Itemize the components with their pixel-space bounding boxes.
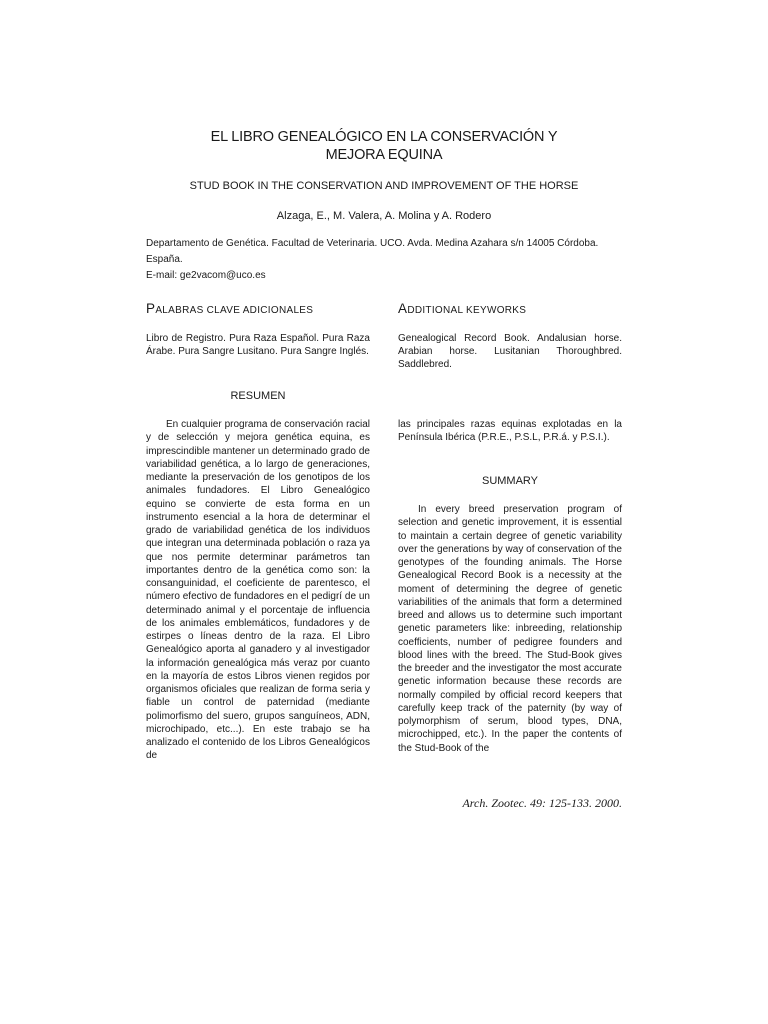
affiliation-line-1: Departamento de Genética. Facultad de Veterinaria. UCO. Avda. Medina Azahara s/n 14005 Córdoba. [146,238,599,249]
keywords-en-heading [398,302,622,318]
keywords-en-text: Genealogical Record Book. Andalusian horse. Arabian horse. Lusitanian Thoroughbred. Saddlebred. [398,333,622,370]
keywords-es-heading [146,302,370,318]
summary-paragraph: In every breed preservation program of selection and genetic improvement, it is essential to maintain a certain degree of genetic variability over the generations by way of conservation of the genotypes of the founding animals. The Horse Genealogical Record Book is a necessity at the moment of determining the degree of genetic variabilities of the animals that form a determined breed and allows us to determine such important genetic parameters like: inbreeding, relationship coefficients, number of pedigree founders and blood lines with the breed. The Stud-Book gives the breeder and the investigator the most accurate genetic information because these records are normally compiled by official record keepers that carefully keep track of the paternity (by way of polymorphism of serum, blood types, DNA, microchipped, etc.). In the paper the contents of the Stud-Book of the [398,504,622,754]
resumen-paragraph: En cualquier programa de conservación racial y de selección y mejora genética equina, es imprescindible mantener un determinado grado de variabilidad genética, a lo largo de generaciones, mediante la preservación de los genotipos de los animales fundadores. El Libro Genealógico equino se convierte de esta forma en un instrumento esencial a la hora de determinar el grado de variabilidad genética de los individuos que integran una determinada población o raza ya que nos permite determinar parámetros tan importantes dentro de la genética como son: la consanguinidad, el coeficiente de parentesco, el número efectivo de fundadores en el pedigrí de un determinado animal y el porcentaje de influencia de los animales emblemáticos, fundadores y de estirpes o líneas dentro de la raza. El Libro Genealógico aporta al ganadero y al investigador la información genealógica más veraz por cuanto en la mayoría de estos Libros vienen regidos por organismos oficiales que realizan de forma seria y fiable un control de paternidad (mediante polimorfismo del suero, grupos sanguíneos, ADN, microchipado, etc...). En este trabajo se ha analizado el contenido de los Libros Genealógicos de [146,419,370,762]
title-line-2: MEJORA EQUINA [325,147,443,163]
affiliation [146,236,626,284]
authors: Alzaga, E., M. Valera, A. Molina y A. Rodero [276,210,492,222]
resumen-continuation-text: las principales razas equinas explotadas en la Península Ibérica (P.R.E., P.S.L, P.R.á. y P.S.I.). [398,419,622,444]
resumen-body [146,418,370,763]
keywords-es-heading-cap: P [146,301,156,316]
title-line-1: EL LIBRO GENEALÓGICO EN LA CONSERVACIÓN Y [210,129,558,145]
paper-title [146,128,622,164]
affiliation-line-2: España. [146,254,183,265]
resumen-heading: RESUMEN [230,390,286,402]
keywords-es-heading-rest: ALABRAS CLAVE ADICIONALES [155,305,314,316]
summary-body [398,503,622,755]
keywords-en-heading-rest: DDITIONAL KEYWORKS [407,305,527,316]
english-title: STUD BOOK IN THE CONSERVATION AND IMPROVEMENT OF THE HORSE [189,180,579,192]
keywords-es-text: Libro de Registro. Pura Raza Español. Pura Raza Árabe. Pura Sangre Lusitano. Pura Sangre Inglés. [146,333,370,357]
journal-citation: Arch. Zootec. 49: 125-133. 2000. [462,796,622,810]
keywords-en-heading-cap: A [398,301,408,316]
summary-heading: SUMMARY [481,475,539,487]
email: E-mail: ge2vacom@uco.es [146,270,266,281]
resumen-continuation [398,418,622,445]
